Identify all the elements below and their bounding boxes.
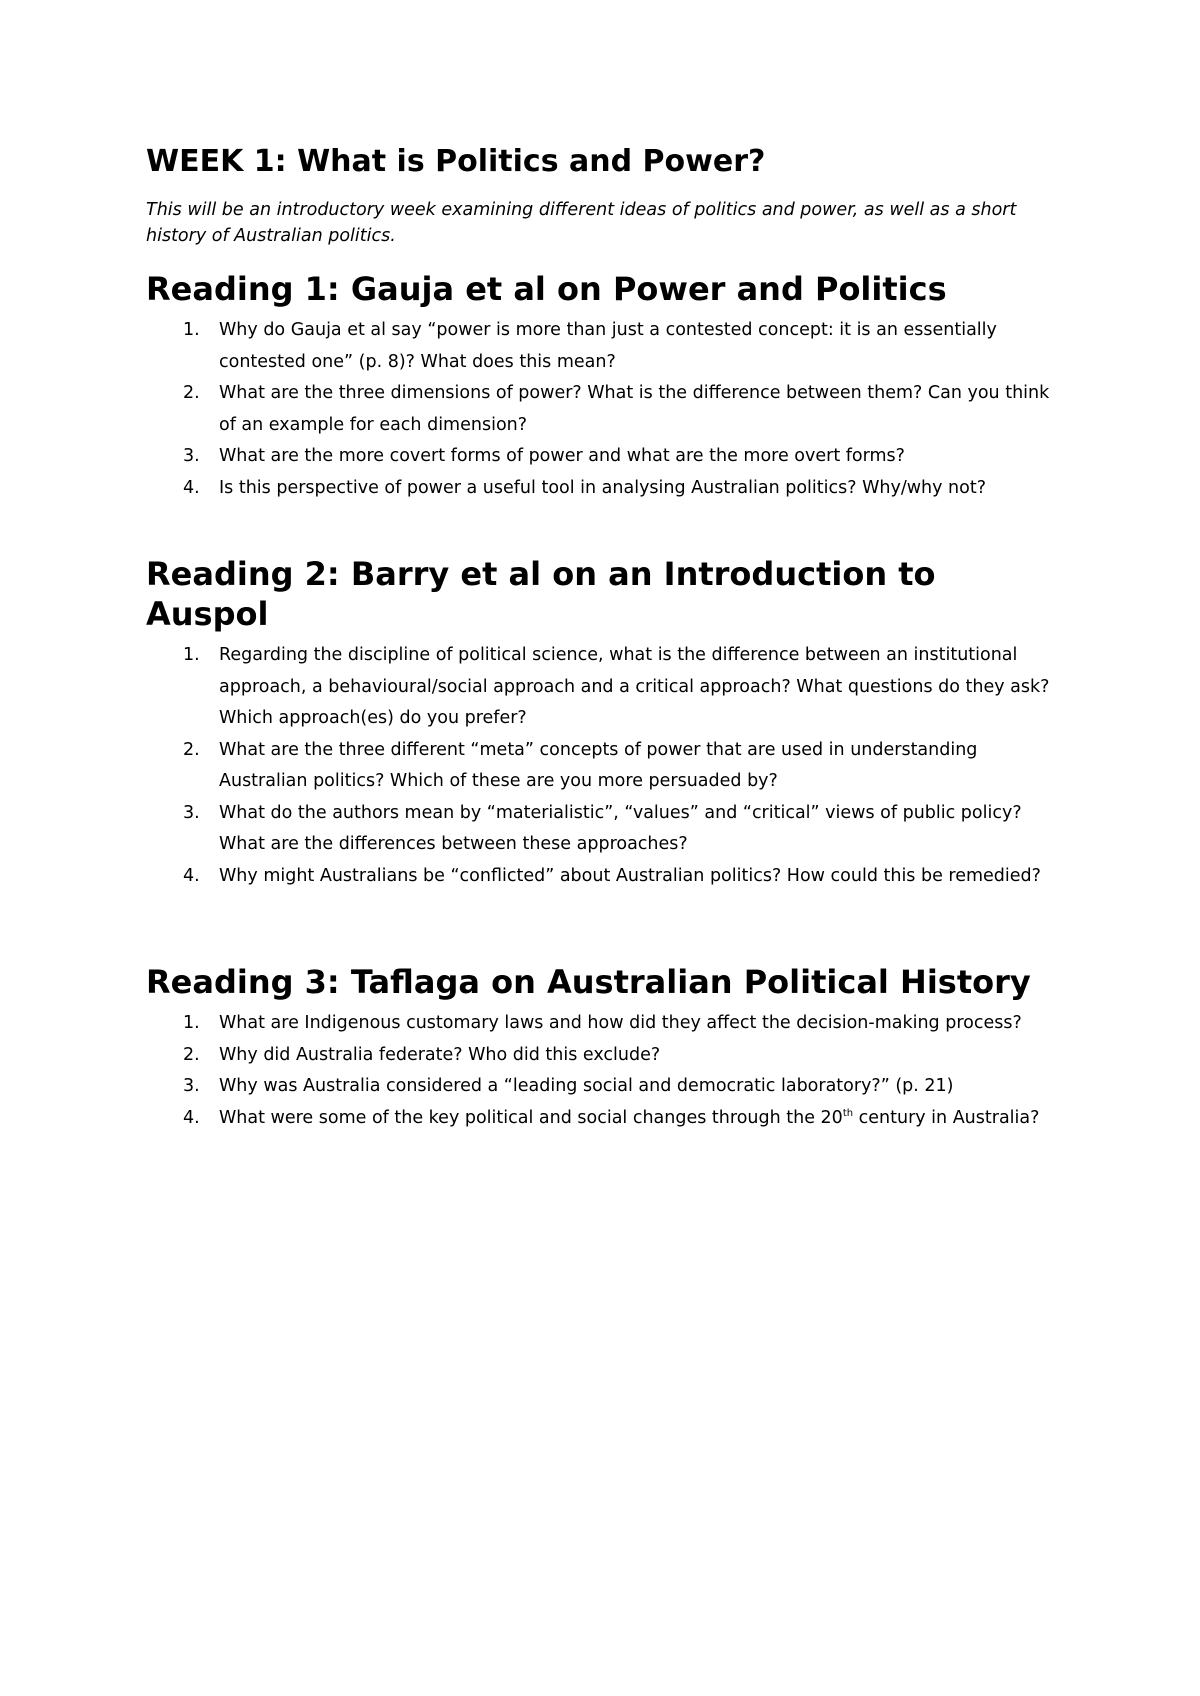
question-text: Regarding the discipline of political science, what is the difference between an institutional approach, a behavioural/social approach and a critical approach? What questions do they ask? Which approach(es) do you prefer? (219, 645, 1050, 728)
week-intro: This will be an introductory week examining different ideas of politics and power, as well as a short history of Australian politics. (146, 200, 1017, 246)
question-number: 2. (183, 739, 200, 760)
question-number: 2. (183, 1044, 200, 1065)
reading-1-section (146, 269, 1056, 504)
question-text: Why do Gauja et al say “power is more than just a contested concept: it is an essentially contested one” (p. 8)? What does this mean? (219, 320, 997, 372)
question-number: 2. (183, 383, 200, 403)
question-text: Why was Australia considered a “leading social and democratic laboratory?” (p. 21) (219, 1076, 954, 1096)
question-text: Is this perspective of power a useful tool in analysing Australian politics? Why/why not? (219, 477, 987, 498)
question-text-after: century in Australia? (853, 1107, 1040, 1128)
question-item (146, 861, 1056, 893)
question-item (146, 1040, 1056, 1072)
question-number: 3. (183, 446, 200, 466)
reading-2-section (146, 554, 1056, 892)
question-text (219, 1108, 1039, 1128)
reading-3-section (146, 962, 1056, 1134)
question-item (146, 1103, 1056, 1135)
question-text-before: What were some of the key political and social changes through the 20 (219, 1107, 843, 1128)
question-text: Why did Australia federate? Who did this exclude? (219, 1044, 661, 1065)
reading-2-questions (146, 640, 1056, 892)
question-item (146, 378, 1056, 441)
reading-1-title: Reading 1: Gauja et al on Power and Politics (146, 270, 947, 308)
question-text: What are Indigenous customary laws and how did they affect the decision-making process? (219, 1013, 1022, 1033)
reading-3-title: Reading 3: Taflaga on Australian Political History (146, 963, 1031, 1001)
reading-3-questions (146, 1008, 1056, 1134)
question-number: 1. (183, 645, 200, 665)
question-number: 4. (183, 865, 200, 886)
question-item (146, 441, 1056, 473)
question-text: What do the authors mean by “materialistic”, “values” and “critical” views of public policy? What are the differences between these approaches? (219, 802, 1022, 854)
question-item (146, 1008, 1056, 1040)
week-title: WEEK 1: What is Politics and Power? (146, 144, 766, 179)
reading-2-title: Reading 2: Barry et al on an Introduction to Auspol (146, 555, 936, 633)
question-item (146, 640, 1056, 735)
question-number: 1. (183, 320, 200, 340)
question-item (146, 735, 1056, 798)
question-text: What are the more covert forms of power and what are the more overt forms? (219, 446, 905, 466)
question-item (146, 315, 1056, 378)
question-text: What are the three different “meta” concepts of power that are used in understanding Australian politics? Which of these are you more persuaded by? (219, 739, 978, 791)
reading-1-questions (146, 315, 1056, 504)
question-item (146, 473, 1056, 505)
question-number: 3. (183, 1076, 200, 1096)
question-number: 4. (183, 477, 200, 498)
question-number: 1. (183, 1013, 200, 1033)
question-text: Why might Australians be “conflicted” about Australian politics? How could this be remedied? (219, 865, 1041, 886)
superscript-ordinal: th (842, 1107, 854, 1119)
question-item (146, 798, 1056, 861)
question-number: 4. (183, 1107, 200, 1128)
question-item (146, 1071, 1056, 1103)
question-number: 3. (183, 802, 200, 823)
question-text: What are the three dimensions of power? What is the difference between them? Can you think of an example for each dimension? (219, 383, 1050, 435)
